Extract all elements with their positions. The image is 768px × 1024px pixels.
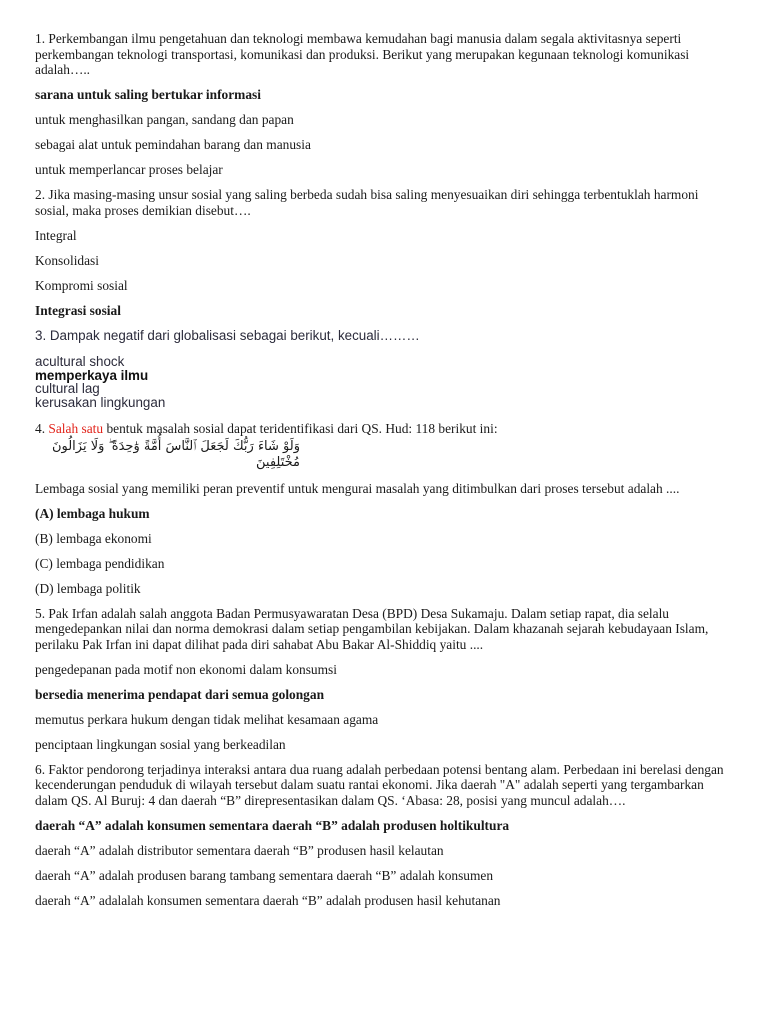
document-page	[35, 31, 735, 918]
question-1-option-2: untuk menghasilkan pangan, sandang dan papan	[35, 112, 294, 128]
question-3-text: 3. Dampak negatif dari globalisasi sebagai berikut, kecuali………	[35, 327, 420, 343]
question-6-text: 6. Faktor pendorong terjadinya interaksi antara dua ruang adalah perbedaan potensi bentang alam. Perbedaan ini berelasi dengan kecenderungan penduduk di wilayah tersebut dalam suatu rantai ekonomi. Jika daerah "A" adalah seperti yang tergambarkan dalam QS. Al Buruj: 4 dan daerah “B” direpresentasikan dalam QS. ‘Abasa: 28, posisi yang muncul adalah….	[35, 761, 724, 809]
question-1-option-4: untuk memperlancar proses belajar	[35, 162, 223, 178]
question-3-option-2: memperkaya ilmu	[35, 367, 149, 383]
question-6-option-3: daerah “A” adalah produsen barang tambang sementara daerah “B” adalah konsumen	[35, 867, 494, 883]
question-5-option-1: pengedepanan pada motif non ekonomi dalam konsumsi	[35, 661, 337, 677]
question-4-option-d: (D) lembaga politik	[35, 580, 141, 596]
question-3-option-1: acultural shock	[35, 354, 125, 370]
question-4-text	[35, 421, 735, 437]
question-4-highlight: Salah satu	[48, 421, 104, 437]
question-5-option-3: memutus perkara hukum dengan tidak melihat kesamaan agama	[35, 711, 379, 727]
question-6-option-2: daerah “A” adalah distributor sementara daerah “B” produsen hasil kelautan	[35, 843, 444, 858]
question-3-options	[35, 355, 735, 409]
question-2-option-4: Integrasi sosial	[35, 302, 121, 318]
question-4-option-c: (C) lembaga pendidikan	[35, 555, 165, 571]
question-6-option-4: daerah “A” adalalah konsumen sementara daerah “B” adalah produsen hasil kehutanan	[35, 892, 501, 908]
question-5-text: 5. Pak Irfan adalah salah anggota Badan Permusyawaratan Desa (BPD) Desa Sukamaju. Dalam setiap rapat, dia selalu mengedepankan nilai dan norma demokrasi dalam setiap pengambilan kebijakan. Dalam khazanah sejarah kebudayaan Islam, perilaku Pak Irfan ini dapat dilihat pada diri sahabat Abu Bakar Al-Shiddiq yaitu ....	[35, 605, 709, 652]
question-2-option-2: Konsolidasi	[35, 252, 99, 268]
question-5-option-4: penciptaan lingkungan sosial yang berkeadilan	[35, 736, 286, 752]
question-3-option-3: cultural lag	[35, 381, 100, 397]
question-4-option-a: (A) lembaga hukum	[35, 505, 150, 521]
arabic-verse: وَلَوْ شَاءَ رَبُّكَ لَجَعَلَ ٱلنَّاسَ أُمَّةً وَٰحِدَةً ۖ وَلَا يَزَالُونَ مُخْتَلِفِينَ	[51, 438, 300, 470]
question-1-option-3: sebagai alat untuk pemindahan barang dan manusia	[35, 137, 311, 153]
question-5-option-2: bersedia menerima pendapat dari semua golongan	[35, 686, 325, 702]
question-1-text: 1. Perkembangan ilmu pengetahuan dan teknologi membawa kemudahan bagi manusia dalam segala aktivitasnya seperti perkembangan teknologi transportasi, komunikasi dan produksi. Berikut yang merupakan kegunaan teknologi komunikasi adalah…..	[35, 31, 690, 78]
question-1-option-1: sarana untuk saling bertukar informasi	[35, 87, 261, 103]
question-2-option-3: Kompromi sosial	[35, 277, 128, 293]
question-2-text: 2. Jika masing-masing unsur sosial yang saling berbeda sudah bisa saling menyesuaikan diri sehingga terbentuklah harmoni sosial, maka proses demikian disebut….	[35, 187, 699, 218]
question-3-option-4: kerusakan lingkungan	[35, 394, 166, 410]
question-4-number: 4.	[35, 421, 46, 437]
question-4-text-2: Lembaga sosial yang memiliki peran preventif untuk mengurai masalah yang ditimbulkan dari proses tersebut adalah ....	[35, 480, 680, 496]
question-6-option-1: daerah “A” adalah konsumen sementara daerah “B” adalah produsen holtikultura	[35, 818, 510, 834]
question-4-question-rest: bentuk masalah sosial dapat teridentifikasi dari QS. Hud: 118 berikut ini:	[106, 421, 498, 437]
question-2-option-1: Integral	[35, 227, 77, 243]
question-4-option-b: (B) lembaga ekonomi	[35, 530, 152, 546]
